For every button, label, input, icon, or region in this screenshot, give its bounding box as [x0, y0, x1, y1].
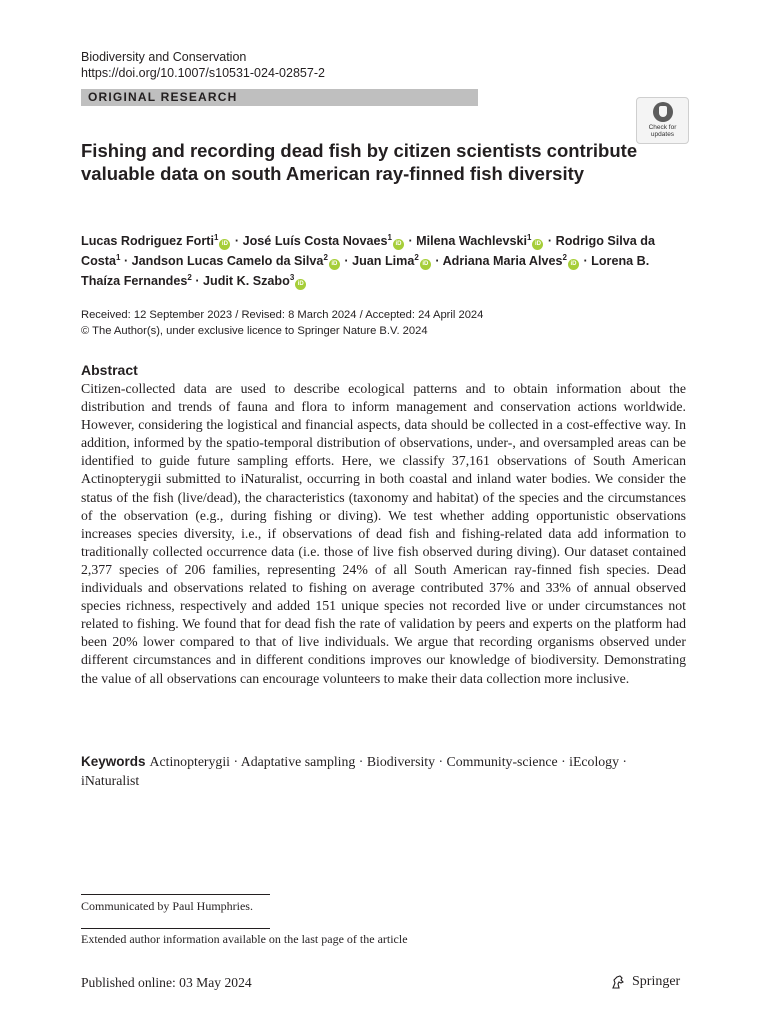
author-name: Jandson Lucas Camelo da Silva — [131, 254, 324, 268]
abstract-text: Citizen-collected data are used to describe ecological patterns and to obtain information about the distribution and trends of fauna and flora to inform management and conservation actions worldwide. However, considering the logistical and financial aspects, data should be collected in a cost-effective way. In addition, informed by the spatio-temporal distribution of observations, under-, and oversampled areas can be identified to guide future sampling efforts. Here, we classify 37,161 observations of South American Actinopterygii submitted to iNaturalist, occurring in both coastal and inland water bodies. We consider the status of the fish (live/dead), the characteristics (taxonomy and habitat) of the species and the circumstances of the observation (e.g., during fishing or diving). We test whether adding opportunistic observations increases species diversity, i.e., if observations of dead fish and fishing-related data add information to traditionally collected occurrence data (i.e. those of live fish observed during diving). Our dataset contained 2,377 species of 206 families, representing 24% of all South American ray-finned fish species. Dead individuals and observations related to fishing on average contributed 37% and 33% of annual observed species richness, respectively and added 151 unique species not recorded live or under circumstances not related to fishing. We found that for dead fish the rate of validation by peers and experts on the platform had been 20% lower compared to that of live individuals. We argue that recording organisms observed under different circumstances and in different conditions improves our knowledge of biodiversity. Demonstrating the value of all observations can encourage volunteers to make their data collection more inclusive. — [81, 381, 686, 686]
orcid-icon[interactable]: iD — [329, 259, 340, 270]
doi-link[interactable]: https://doi.org/10.1007/s10531-024-02857-2 — [81, 66, 325, 80]
history-dates: Received: 12 September 2023 / Revised: 8 March 2024 / Accepted: 24 April 2024 — [81, 309, 484, 321]
affiliation-number: 1 — [213, 232, 219, 242]
affiliation-number: 1 — [116, 252, 121, 262]
author-name: Adriana Maria Alves — [442, 254, 563, 268]
keyword: iNaturalist — [81, 773, 140, 788]
copyright: © The Author(s), under exclusive licence to Springer Nature B.V. 2024 — [81, 324, 428, 337]
publisher-logo — [610, 974, 680, 990]
keyword: Adaptative sampling — [240, 754, 356, 769]
author[interactable] — [132, 254, 341, 268]
author-name: Rodrigo Silva da Costa — [81, 234, 656, 268]
affiliation-number: 2 — [323, 252, 328, 262]
author-separator: · — [340, 254, 353, 268]
footnote-divider — [81, 928, 270, 929]
orcid-icon[interactable]: iD — [393, 239, 404, 250]
author-name: Juan Lima — [352, 254, 415, 268]
keyword-separator: · — [355, 754, 367, 769]
author-name: José Luís Costa Novaes — [242, 234, 388, 248]
affiliation-number: 2 — [187, 272, 192, 282]
affiliation-number: 3 — [289, 272, 295, 282]
orcid-icon[interactable]: iD — [532, 239, 543, 250]
author-name: Judit K. Szabo — [203, 274, 290, 288]
author-separator: · — [231, 234, 243, 248]
keyword-separator: · — [557, 754, 570, 769]
keywords-section — [81, 752, 686, 790]
author[interactable] — [443, 254, 580, 268]
orcid-icon[interactable]: iD — [568, 259, 579, 270]
affiliation-number: 1 — [526, 232, 532, 242]
article-title: Fishing and recording dead fish by citizen scientists contribute valuable data on south American ray-finned fish diversity — [81, 140, 638, 184]
author-list — [81, 231, 688, 291]
check-updates-label: Check for updates — [648, 124, 677, 138]
keyword-separator: · — [435, 754, 447, 769]
communicated-note: Communicated by Paul Humphries. — [81, 899, 253, 913]
keyword: Actinopterygii — [149, 754, 230, 769]
author[interactable] — [203, 274, 307, 288]
keyword-separator: · — [230, 754, 241, 769]
author-separator: · — [404, 234, 417, 248]
affiliation-number: 2 — [414, 252, 419, 262]
footnote-divider — [81, 894, 270, 895]
keyword: iEcology — [569, 754, 619, 769]
orcid-icon[interactable]: iD — [219, 239, 230, 250]
author[interactable] — [243, 234, 405, 248]
keyword: Community-science — [446, 754, 558, 769]
author-separator: · — [579, 254, 592, 268]
author-name: Milena Wachlevski — [416, 234, 527, 248]
keyword-separator: · — [618, 754, 628, 769]
affiliation-number: 2 — [562, 252, 567, 262]
keyword: Biodiversity — [366, 754, 436, 769]
orcid-icon[interactable]: iD — [295, 279, 306, 290]
publisher-name: Springer — [632, 974, 681, 989]
springer-horse-icon — [610, 974, 626, 990]
orcid-icon[interactable]: iD — [420, 259, 431, 270]
keywords-list — [81, 754, 627, 788]
author-separator: · — [120, 254, 132, 268]
journal-name: Biodiversity and Conservation — [81, 50, 247, 64]
article-type-banner: ORIGINAL RESEARCH — [81, 89, 478, 106]
author-name: Lucas Rodriguez Forti — [81, 234, 214, 248]
abstract-heading: Abstract — [81, 362, 138, 378]
author[interactable] — [352, 254, 432, 268]
affiliation-number: 1 — [387, 232, 392, 242]
author-name: Lorena B. Thaíza Fernandes — [81, 254, 650, 288]
published-date: Published online: 03 May 2024 — [81, 975, 252, 990]
author-separator: · — [544, 234, 556, 248]
author-separator: · — [191, 274, 204, 288]
check-for-updates-button[interactable] — [636, 97, 689, 144]
author[interactable] — [416, 234, 544, 248]
extended-info-note: Extended author information available on the last page of the article — [81, 932, 408, 946]
bookmark-icon — [653, 102, 673, 122]
author[interactable] — [81, 234, 231, 248]
article-dates — [81, 308, 483, 339]
journal-header — [81, 49, 325, 81]
keywords-heading: Keywords — [81, 754, 146, 769]
author-separator: · — [431, 254, 443, 268]
